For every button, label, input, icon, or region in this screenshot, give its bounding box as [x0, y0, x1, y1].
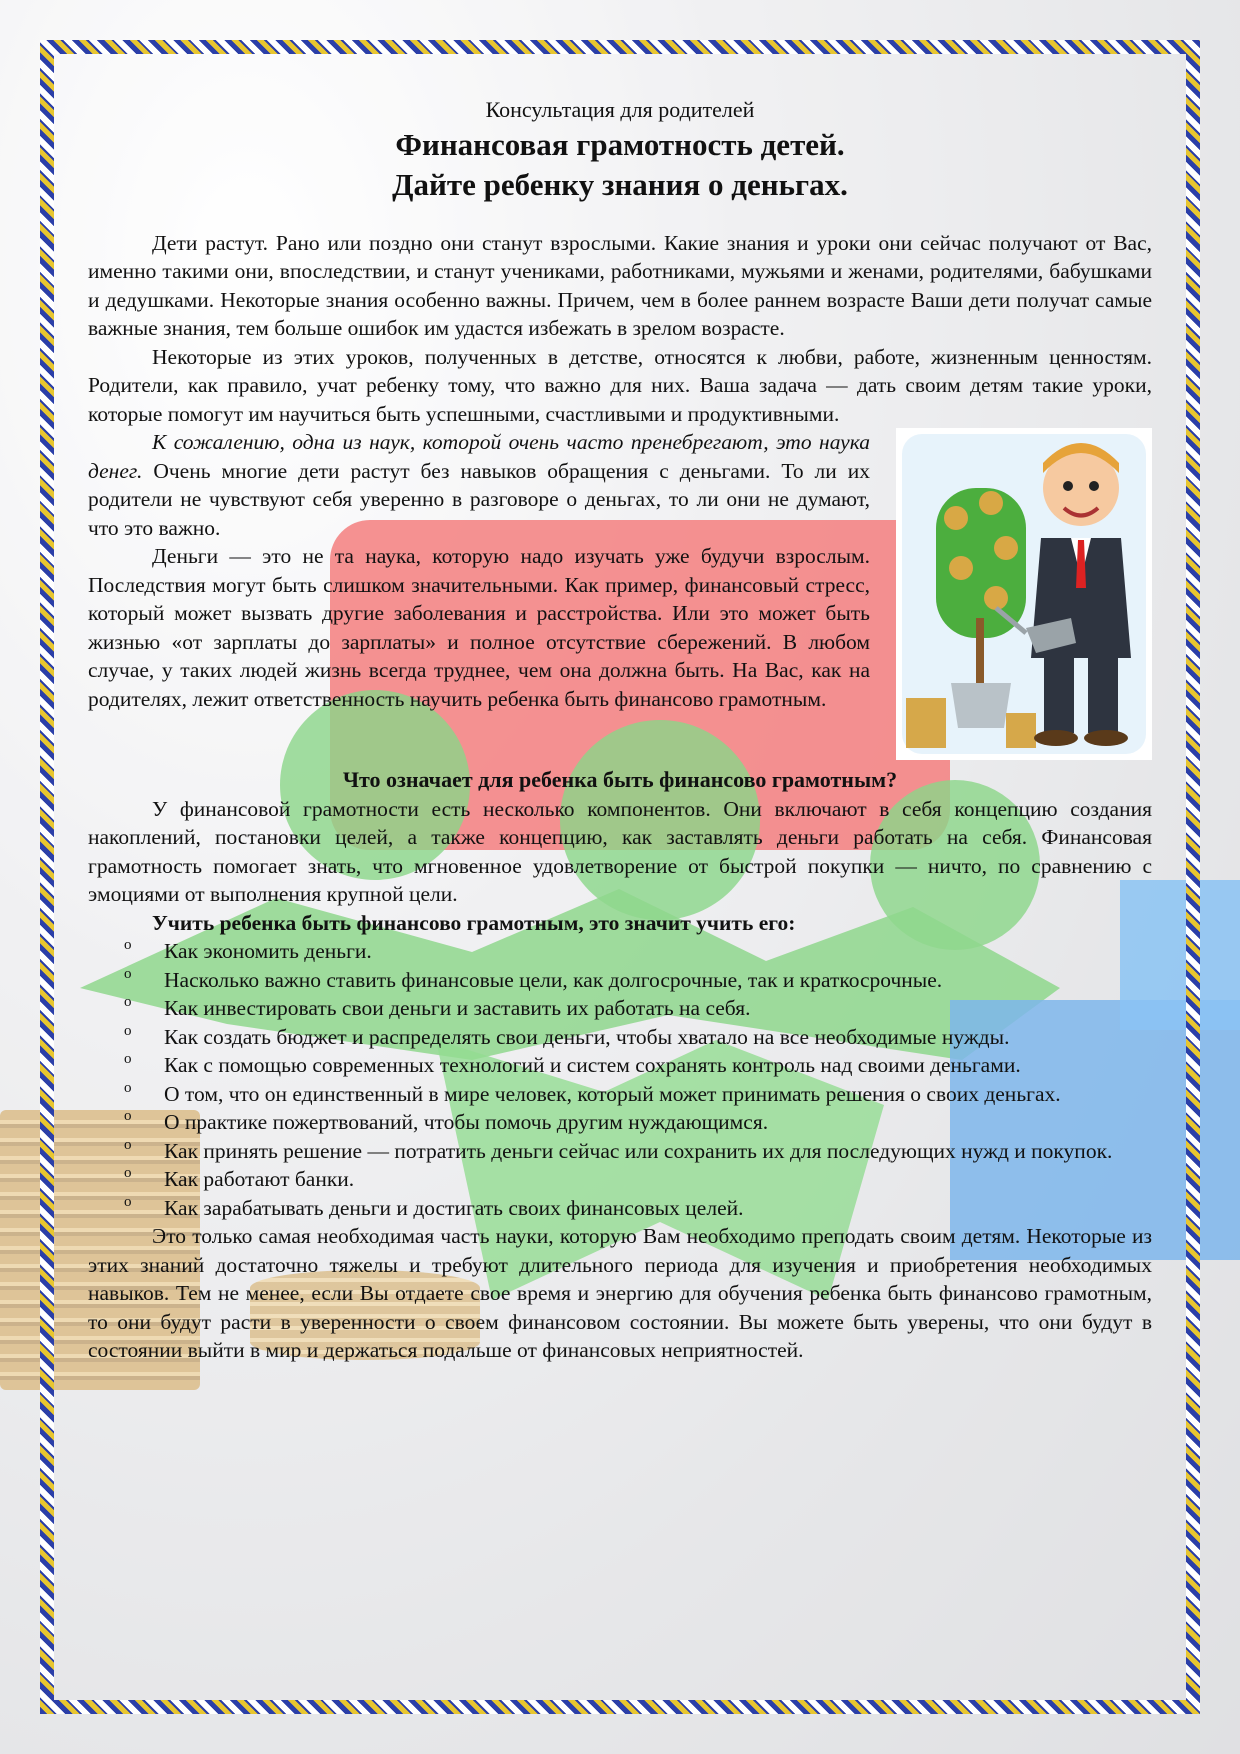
section-heading: Что означает для ребенка быть финансово грамотным? — [342, 767, 898, 792]
intro-paragraph-3-rest: Очень многие дети растут без навыков обращения с деньгами. То ли их родители не чувствуют себя уверенно в разговоре о деньгах, то ли они не думают, что это важно. — [88, 458, 870, 540]
list-item: o Как работают банки. — [88, 1165, 1152, 1194]
list-item: o Как инвестировать свои деньги и заставить их работать на себя. — [88, 994, 1152, 1023]
document-body — [88, 96, 1152, 1365]
list-item: o Как экономить деньги. — [88, 937, 1152, 966]
intro-paragraph-3-italic: К сожалению, одна из наук, которой очень часто пренебрегают, это наука денег. — [88, 430, 870, 483]
intro-paragraph-4: Деньги — это не та наука, которую надо изучать уже будучи взрослым. Последствия могут быть слишком значительными. Как пример, финансовый стресс, который может вызвать другие заболевания и расстройства. Или это может быть жизнью «от зарплаты до зарплаты» и полное отсутствие сбережений. В любом случае, у таких людей жизнь всегда труднее, чем она должна быть. На Вас, как на родителях, лежит ответственность научить ребенка быть финансово грамотным. — [88, 544, 870, 711]
money-tree-illustration — [896, 428, 1152, 760]
title-line-2: Дайте ребенку знания о деньгах. — [392, 166, 848, 202]
consultation-subtitle: Консультация для родителей — [485, 97, 755, 122]
conclusion-paragraph: Это только самая необходимая часть науки, которую Вам необходимо преподать своим детям. Некоторые из этих знаний достаточно тяжелы и требуют длительного периода для изучения и приобретения необходимых навыков. Тем не менее, если Вы отдаете свое время и энергию для обучения ребенка быть финансово грамотным, то они будут расти в уверенности о своем финансовом состоянии. Вы можете быть уверены, что они будут в состоянии выйти в мир и держаться подальше от финансовых неприятностей. — [88, 1224, 1152, 1362]
list-item: o Как создать бюджет и распределять свои деньги, чтобы хватало на все необходимые нужды. — [88, 1023, 1152, 1052]
list-item: o Как принять решение — потратить деньги сейчас или сохранить их для последующих нужд и покупок. — [88, 1137, 1152, 1166]
list-item: o О практике пожертвований, чтобы помочь другим нуждающимся. — [88, 1108, 1152, 1137]
intro-paragraph-1: Дети растут. Рано или поздно они станут взрослыми. Какие знания и уроки они сейчас получают от Вас, именно такими они, впоследствии, и станут учениками, работниками, мужьями и женами, родителями, бабушками и дедушками. Некоторые знания особенно важны. Причем, чем в более раннем возрасте Ваши дети получат самые важные знания, тем больше ошибок им удастся избежать в зрелом возрасте. — [88, 230, 1152, 340]
section-list-lead: Учить ребенка быть финансово грамотным, это значит учить его: — [152, 910, 796, 935]
intro-paragraph-2: Некоторые из этих уроков, полученных в детстве, относятся к любви, работе, жизненным ценностям. Родители, как правило, учат ребенку тому, что важно для них. Ваша задача — дать своим детям такие уроки, которые помогут им научиться быть успешными, счастливыми и продуктивными. — [88, 344, 1152, 426]
list-item: o Как зарабатывать деньги и достигать своих финансовых целей. — [88, 1194, 1152, 1223]
list-item: o О том, что он единственный в мире человек, который может принимать решения о своих деньгах. — [88, 1080, 1152, 1109]
title-line-1: Финансовая грамотность детей. — [395, 126, 845, 162]
list-item: o Насколько важно ставить финансовые цели, как долгосрочные, так и краткосрочные. — [88, 966, 1152, 995]
list-item: o Как с помощью современных технологий и систем сохранять контроль над своими деньгами. — [88, 1051, 1152, 1080]
skills-list — [88, 937, 1152, 1222]
section-paragraph-1: У финансовой грамотности есть несколько компонентов. Они включают в себя концепцию создания накоплений, постановки целей, а также концепцию, как заставлять деньги работать на себя. Финансовая грамотность помогает знать, что мгновенное удовлетворение от быстрой покупки — ничто, по сравнению с эмоциями от выполнения крупной цели. — [88, 796, 1152, 906]
